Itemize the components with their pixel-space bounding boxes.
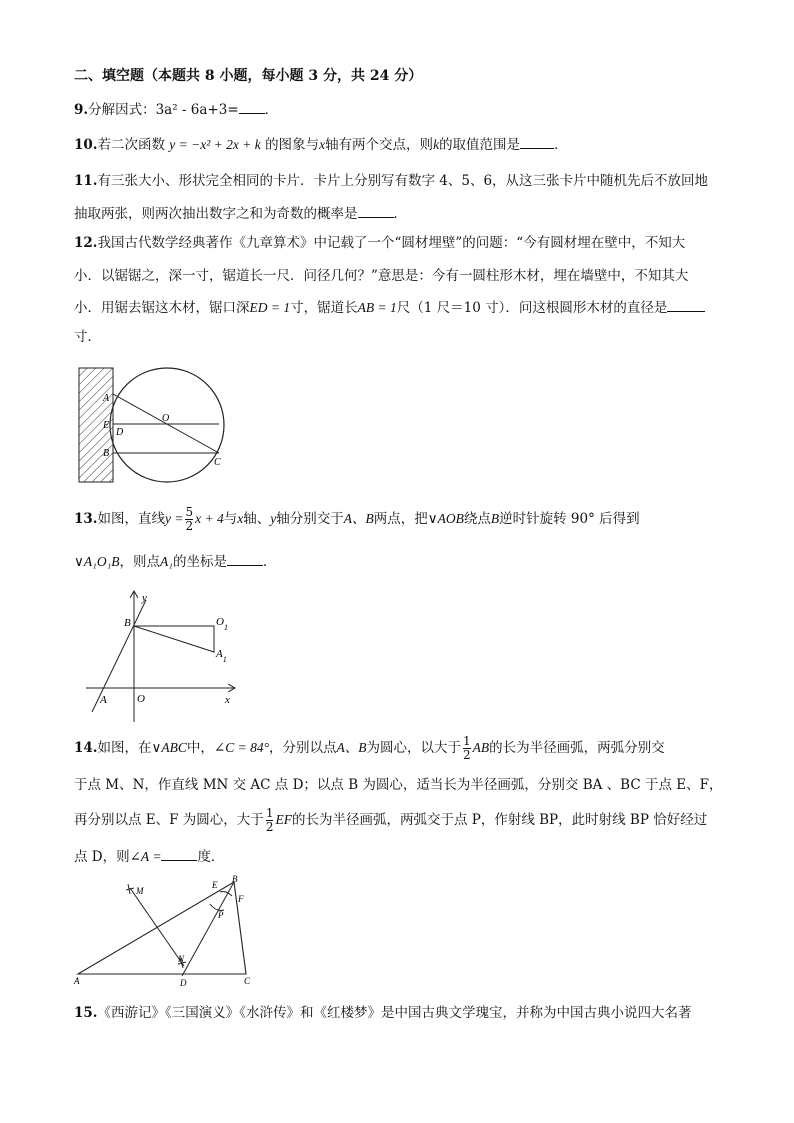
q14-AB: AB: [472, 740, 490, 755]
q14-text-1g: 的长为半径画弧，两弧分别交: [489, 740, 665, 756]
q13-text-7: 两点，把: [373, 511, 428, 527]
question-12-line-3: [74, 297, 705, 318]
q10-x: x: [319, 137, 326, 152]
q13-text-9: 逆时针旋转 90° 后得到: [499, 511, 640, 527]
label-B: B: [124, 617, 131, 629]
q13-text-3: 与: [223, 511, 238, 527]
q14-angle-A: ∠A =: [129, 849, 162, 864]
q13-text-11: 的坐标是: [172, 554, 227, 570]
label-B: B: [232, 874, 238, 884]
label-B: B: [103, 448, 110, 459]
q14-triangle: ∨ABC: [151, 740, 187, 755]
q14-text-4c: 度．: [197, 849, 225, 865]
q13-answer-blank[interactable]: [227, 551, 263, 566]
q14-answer-blank[interactable]: [161, 846, 197, 861]
q14-text-1b: 中，: [186, 740, 214, 756]
question-15: [74, 1003, 692, 1023]
q9-text: 分解因式：3a² - 6a+3=: [88, 102, 239, 118]
triangle-A1O1B: [134, 626, 214, 652]
q14-text-3a: 再分别以点 E、F 为圆心，大于: [74, 812, 264, 828]
q12-text-2: 小．以锯锯之，深一寸，锯道长一尺．问径几何？”意思是：今有一圆柱形木材，埋在墙壁中，不知其大: [74, 268, 689, 284]
q10-text-1: 若二次函数: [97, 137, 165, 153]
label-D: D: [116, 427, 124, 438]
q11-text-2: 抽取两张，则两次抽出数字之和为奇数的概率是: [74, 206, 358, 222]
label-O1: [216, 616, 228, 632]
ray-BP: [182, 882, 234, 976]
q10-text-3: 轴有两个交点，则: [325, 137, 434, 153]
q10-text-4: 的取值范围是: [439, 137, 521, 153]
label-M: M: [136, 886, 144, 896]
question-11-line-1: [74, 171, 708, 191]
q13-x: x: [237, 511, 244, 526]
label-E: E: [103, 420, 110, 431]
question-12-line-1: [74, 233, 685, 253]
q12-text-3b: 寸，锯道长: [290, 300, 358, 316]
label-C: C: [214, 457, 221, 468]
question-13-line-1: [74, 504, 640, 534]
q14-half-fraction-1: [463, 735, 471, 762]
q13-number: 13.: [74, 511, 98, 527]
q12-ab: AB = 1: [357, 300, 397, 315]
q13-B: B: [490, 511, 500, 526]
label-x: x: [225, 694, 230, 706]
q11-answer-blank[interactable]: [358, 203, 394, 218]
q14-text-3c: 的长为半径画弧，两弧交于点 P，作射线 BP，此时射线 BP 恰好经过: [291, 812, 708, 828]
question-14-line-2: [74, 775, 722, 795]
section-title: 二、填空题（本题共 8 小题，每小题 3 分，共 24 分）: [74, 68, 423, 84]
q13-y-eq: y =: [165, 511, 184, 526]
question-14-line-4: [74, 846, 224, 867]
label-P: P: [218, 910, 224, 920]
q14-text-1c: ，分别以点: [268, 740, 337, 756]
arc-mark-EF: [220, 892, 232, 897]
label-O: O: [137, 693, 145, 705]
q11-text-1: 有三张大小、形状完全相同的卡片．卡片上分别写有数字 4、5、6，从这三张卡片中随机先后不放回地: [97, 173, 709, 189]
q9-number: 9.: [74, 102, 89, 118]
q13-text-1: 如图，直线: [97, 511, 165, 527]
label-O1-sub: 1: [223, 623, 228, 632]
q14-number: 14.: [74, 740, 98, 756]
q13-AB: A、B: [343, 511, 374, 526]
question-13-line-2: ∨A₁O₁B，则点A₁的坐标是 ．: [74, 551, 276, 572]
q12-text-3c: 尺（1 尺＝10 寸）．问这根圆形木材的直径是: [396, 300, 668, 316]
q13-frac-num: 5: [185, 505, 194, 519]
question-10: 10.若二次函数 y = −x² + 2x + k 的图象与x轴有两个交点，则k的取值范围是 ．: [74, 134, 568, 155]
q14-half-den-1: 2: [462, 748, 471, 762]
label-O: O: [162, 413, 170, 424]
q15-number: 15.: [74, 1005, 98, 1021]
label-A1-main: A: [216, 648, 223, 660]
q14-text-2: 于点 M、N，作直线 MN 交 AC 点 D；以点 B 为圆心，适当长为半径画弧，分别交 BA 、BC 于点 E、F，: [74, 777, 723, 793]
q13-text-8: 绕点: [463, 511, 491, 527]
label-A1-sub: 1: [222, 655, 227, 664]
q13-A1: A₁: [160, 554, 173, 569]
q10-answer-blank[interactable]: [520, 134, 554, 149]
q13-text-10: ，则点: [119, 554, 161, 570]
q15-text: 《西游记》《三国演义》《水浒传》和《红楼梦》是中国古典文学瑰宝，并称为中国古典小说四大名著: [97, 1005, 692, 1021]
q10-number: 10.: [74, 137, 98, 153]
q12-answer-blank[interactable]: [667, 297, 705, 312]
question-11-line-2: 抽取两张，则两次抽出数字之和为奇数的概率是 ．: [74, 203, 407, 224]
q9-answer-blank[interactable]: [239, 99, 265, 114]
question-12-line-4: [74, 327, 101, 347]
q14-half-num-1: 1: [462, 734, 471, 748]
q11-number: 11.: [74, 173, 98, 189]
label-A1: [215, 648, 227, 664]
q12-text-4: 寸．: [74, 329, 101, 345]
triangle-ABC: [78, 882, 246, 974]
figure-q13-coordinate: [86, 588, 238, 724]
q13-triangle: ∨AOB: [427, 511, 464, 526]
q14-text-1e: 为圆心，以大于: [366, 740, 461, 756]
q13-y: y: [270, 511, 277, 526]
label-A: A: [100, 694, 107, 706]
q14-half-fraction-2: [266, 807, 274, 834]
q14-text-4a: 点 D，则: [74, 849, 130, 865]
q14-text-1a: 如图，在: [97, 740, 152, 756]
figure-q12-round-log: [74, 364, 234, 486]
q14-half-den-2: 2: [265, 820, 274, 834]
q10-k: k: [433, 137, 440, 152]
label-E: E: [212, 880, 218, 890]
label-A: A: [103, 393, 110, 404]
label-F: F: [238, 894, 244, 904]
log-circle: [110, 368, 224, 482]
q14-half-num-2: 1: [265, 806, 274, 820]
figure-q14-triangle: [70, 874, 260, 992]
label-A: A: [74, 976, 80, 986]
q13-text-4: 轴、: [243, 511, 271, 527]
q12-ed: ED = 1: [249, 300, 291, 315]
label-C: C: [244, 976, 251, 986]
label-y: y: [142, 592, 147, 604]
q12-number: 12.: [74, 235, 98, 251]
label-D: D: [180, 978, 187, 988]
q13-line-eq: x + 4: [195, 511, 224, 526]
q13-text-5: 轴分别交于: [276, 511, 344, 527]
line-MN: [130, 888, 184, 966]
q14-EF: EF: [275, 812, 292, 827]
question-14-line-1: [74, 733, 665, 763]
label-N: N: [178, 954, 185, 964]
question-12-line-2: [74, 266, 688, 286]
question-9: 9.分解因式：3a² - 6a+3= ．: [74, 99, 278, 120]
label-O1-main: O: [216, 616, 224, 628]
q14-angle-C: ∠C = 84°: [213, 740, 269, 755]
q10-formula: y = −x² + 2x + k: [169, 137, 261, 152]
q10-text-2: 的图象与: [265, 137, 320, 153]
q13-fraction: [185, 506, 193, 533]
q12-text-3a: 小．用锯去锯这木材，锯口深: [74, 300, 250, 316]
q14-AB-points: A、B: [336, 740, 367, 755]
q12-text-1: 我国古代数学经典著作《九章算术》中记载了一个“圆材埋壁”的问题：“今有圆材埋在壁中，不知大: [97, 235, 686, 251]
question-14-line-3: [74, 805, 707, 835]
q13-triangle-2: ∨A₁O₁B: [74, 554, 120, 569]
q13-frac-den: 2: [185, 519, 194, 533]
